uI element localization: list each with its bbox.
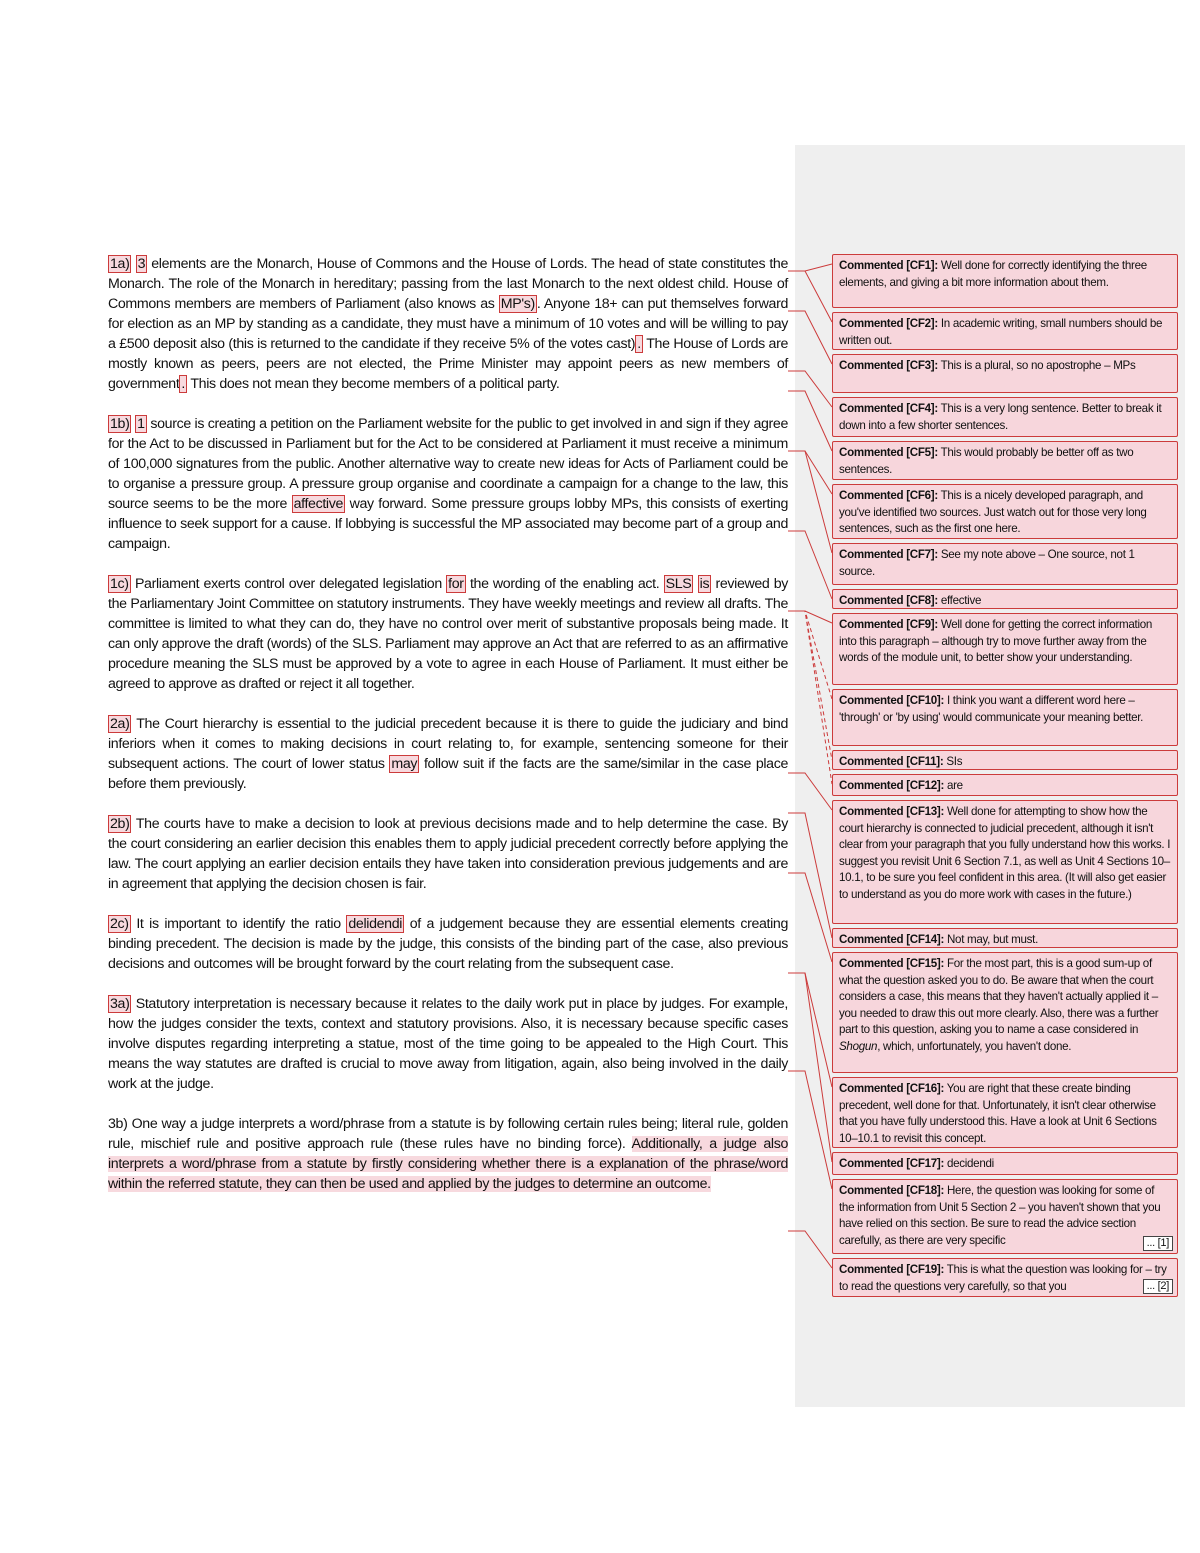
comment-label: Commented [CF2]: (839, 317, 938, 330)
comment-balloon[interactable] (832, 312, 1178, 350)
comment-anchor[interactable]: 2a) (110, 716, 130, 732)
answer-text: way forward. Some pressure groups lobby MPs, this consists of exerting influence to seek support for a cause. If lobbying is successful the MP associated may become part of a group and campaign. (108, 496, 788, 552)
comment-label: Commented [CF9]: (839, 618, 938, 631)
comment-label: Commented [CF8]: (839, 594, 938, 607)
comment-anchor[interactable]: 1a) (110, 256, 130, 272)
comment-balloon[interactable] (832, 543, 1178, 585)
comment-anchor[interactable]: . (181, 376, 186, 392)
answer-text: of a judgement because they are essential elements creating binding precedent. The decision is made by the judge, this consists of the binding part of the case, also previous decisions and outcomes will be brought forward by the court relating from the subsequent case. (108, 916, 789, 972)
answer-text: elements are the Monarch, House of Commons and the House of Lords. The head of state constitutes the Monarch. The role of the Monarch in hereditary; passing from the last Monarch to the next oldest child. House of Commons members are members of Parliament (also knows as (108, 256, 788, 312)
comment-anchor[interactable]: 3a) (110, 996, 130, 1012)
comment-anchor[interactable]: SLS (665, 576, 692, 592)
comment-text: Well done for attempting to show how the court hierarchy is connected to judicial precedent, although it isn't clear from your paragraph that you fully understand how this works. I suggest you revisit Unit 6 Section 7.1, as well as Unit 4 Sections 10–10.1, to be sure you feel confident in this area. (It will also get easier to understand as you do more work with cases in the future.) (839, 805, 1171, 901)
answer-text: The House of Lords are mostly known as peers, peers are not elected, the Prime Minister may appoint peers as new members of government (108, 336, 789, 392)
comment-balloon[interactable] (832, 928, 1178, 948)
comment-balloon[interactable] (832, 1179, 1178, 1254)
comment-balloon[interactable] (832, 441, 1178, 480)
comment-balloon[interactable] (832, 397, 1178, 437)
comment-text: This would probably be better off as two sentences. (839, 446, 1134, 476)
comment-anchor[interactable]: . (637, 336, 641, 352)
answer-text: Statutory interpretation is necessary because it relates to the daily work put in place by judges. For example, how the judges consider the texts, context and statutory provisions. Also, it is necessary because specific cases involve disputes regarding interpreting a statue, most of the time going to be appealed to the High Court. This means the way statutes are drafted is crucial to move away from litigation, again, also being involved in the daily work at the judge. (108, 996, 788, 1092)
answer-text: The courts have to make a decision to look at previous decisions made and to help determine the case. By the court considering an earlier decision this enables them to apply judicial precedent correctly before applying the law. The court applying an earlier decision entails they have taken into consideration previous judgements and are in agreement that applying the decision chosen is fair. (108, 816, 788, 892)
answer-text: reviewed by the Parliamentary Joint Committee on statutory instruments. They have weekly meetings and review all drafts. The committee is limited to what they can do, they have no control over merit of substantive proposals being made. It can only approve the draft (words) of the SLS. Parliament may approve an Act that are referred to as an affirmative procedure meaning the SLS must be approved by a vote to agree in each House of Parliament. It must either be agreed to approve as drafted or reject it all together. (108, 576, 789, 692)
comment-text: For the most part, this is a good sum-up of what the question asked you to do. Be aware that when the court considers a case, this means that they haven't actually applied it – you needed to draw this out more clearly. Also, there was a further part to this question, asking you to name a case considered in (839, 957, 1159, 1036)
comment-text: SIs (943, 755, 963, 768)
comment-text: , which, unfortunately, you haven't done. (877, 1039, 1072, 1053)
comment-more-button[interactable]: ... [2] (1143, 1279, 1173, 1294)
comment-text: are (944, 779, 963, 792)
comment-balloon[interactable] (832, 354, 1178, 393)
answer-text: source is creating a petition on the Parliament website for the public to get involved in and sign if they agree for the Act to be discussed in Parliament but for the Act to be considered at Parliament it must receive a minimum of 100,000 signatures from the public. Another alternative way to create new ideas for Acts of Parliament could be to organise a pressure group. A pressure group organise and coordinate a campaign for a change to the law, this source seems to be the more (108, 416, 789, 512)
comment-more-button[interactable]: ... [1] (1143, 1236, 1173, 1251)
answer-text: . Anyone 18+ can put themselves forward for election as an MP by standing as a candidate, they must have a minimum of 10 votes and will be willing to pay a £500 deposit also (this is returned to the candidate if they receive 5% of the votes cast) (108, 296, 788, 352)
comment-text: In academic writing, small numbers should be written out. (839, 317, 1163, 347)
comment-anchor[interactable]: for (448, 576, 464, 592)
comment-label: Commented [CF7]: (839, 548, 938, 561)
comment-label: Commented [CF5]: (839, 446, 938, 459)
comment-label: Commented [CF18]: (839, 1184, 945, 1197)
comment-anchor[interactable]: 1 (137, 416, 145, 432)
comment-text: This is a plural, so no apostrophe – MPs (937, 359, 1136, 372)
comment-balloon[interactable] (832, 613, 1178, 685)
comment-balloon[interactable] (832, 689, 1178, 746)
comment-label: Commented [CF12]: (839, 779, 945, 792)
answer-paragraph-1a (108, 254, 788, 394)
answer-paragraph-3a (108, 994, 788, 1094)
comment-balloon[interactable] (832, 750, 1178, 770)
comment-text: This is a nicely developed paragraph, and you've identified two sources. Just watch out for those very long sentences, such as the first one here. (839, 489, 1147, 535)
comment-anchor[interactable]: 1b) (110, 416, 130, 432)
comment-anchor[interactable]: 2c) (110, 916, 129, 932)
comment-label: Commented [CF4]: (839, 402, 938, 415)
comment-balloon[interactable] (832, 1258, 1178, 1297)
comment-balloon[interactable] (832, 1152, 1178, 1175)
answer-text: 3b) One way a judge interprets a word/phrase from a statute is by following certain rules being; literal rule, golden rule, mischief rule and positive approach rule (these rules have no binding force). (108, 1116, 788, 1152)
answer-paragraph-2b (108, 814, 788, 894)
answer-text: It is important to identify the ratio (130, 916, 347, 932)
comment-anchor[interactable]: 2b) (110, 816, 130, 832)
answer-text (131, 256, 135, 272)
comment-text: effective (937, 594, 982, 607)
comment-text: Not may, but must. (944, 933, 1038, 946)
comment-balloon[interactable] (832, 484, 1178, 539)
comment-text: Well done for correctly identifying the three elements, and giving a bit more information about them. (839, 259, 1147, 289)
comment-anchor[interactable]: 1c) (110, 576, 129, 592)
comment-balloon[interactable] (832, 589, 1178, 609)
comment-text: See my note above – One source, not 1 source. (839, 548, 1135, 578)
comment-label: Commented [CF15]: (839, 957, 945, 970)
comment-text: decidendi (944, 1157, 994, 1170)
comment-balloon[interactable] (832, 254, 1178, 308)
comment-anchor[interactable]: may (391, 756, 418, 772)
comment-anchor[interactable]: MP's) (500, 296, 535, 312)
comment-label: Commented [CF1]: (839, 259, 938, 272)
comment-text: Here, the question was looking for some of the information from Unit 5 Section 2 – you haven't shown that you have relied on this section. Be sure to read the advice section carefully, as there are very specific (839, 1184, 1161, 1247)
comment-balloon[interactable] (832, 774, 1178, 796)
comment-label: Commented [CF6]: (839, 489, 938, 502)
answer-text: The Court hierarchy is essential to the judicial precedent because it is there to guide the judiciary and bind inferiors when it comes to making decisions in court relating to, for example, sentencing someone for their subsequent actions. The court of lower status (108, 716, 788, 772)
comment-balloon[interactable] (832, 800, 1178, 924)
comment-text: You are right that these create binding precedent, well done for that. Unfortunately, it isn't clear otherwise that you have fully understood this. Have a look at Unit 6 Sections 10–10.1 to revisit this concept. (839, 1082, 1157, 1145)
comment-label: Commented [CF3]: (839, 359, 938, 372)
document-body (108, 254, 788, 1214)
comment-anchor-range[interactable]: Additionally, a judge also interprets a word/phrase from a statute by firstly considering whether there is a explanation of the phrase/word within the referred statute, they can then be used and applied by the judges to determine an outcome. (108, 1136, 788, 1192)
comment-label: Commented [CF17]: (839, 1157, 945, 1170)
comment-label: Commented [CF11]: (839, 755, 944, 768)
comment-text: Well done for getting the correct information into this paragraph – although try to move further away from the words of the module unit, to better show your understanding. (839, 618, 1153, 664)
comment-anchor[interactable]: affective (293, 496, 344, 512)
answer-paragraph-2a (108, 714, 788, 794)
comment-label: Commented [CF16]: (839, 1082, 945, 1095)
answer-paragraph-1c (108, 574, 788, 694)
answer-text: Parliament exerts control over delegated legislation (130, 576, 447, 592)
comment-text: I think you want a different word here – 'through' or 'by using' would communicate your meaning better. (839, 694, 1144, 724)
comment-anchor[interactable]: is (699, 576, 710, 592)
answer-text: the wording of the enabling act. (465, 576, 664, 592)
comment-label: Commented [CF19]: (839, 1263, 945, 1276)
comment-anchor[interactable]: 3 (137, 256, 146, 272)
answer-paragraph-1b (108, 414, 788, 554)
answer-text: This does not mean they become members of a political party. (187, 376, 560, 392)
comment-balloon[interactable] (832, 1077, 1178, 1148)
comment-anchor[interactable]: delidendi (348, 916, 403, 932)
comment-case-name: Shogun (839, 1039, 878, 1053)
comment-balloon[interactable] (832, 952, 1178, 1073)
comment-label: Commented [CF10]: (839, 694, 945, 707)
comment-label: Commented [CF14]: (839, 933, 945, 946)
comment-text: This is what the question was looking for – try to read the questions very carefully, so that you (839, 1263, 1167, 1293)
comment-text: This is a very long sentence. Better to break it down into a few shorter sentences. (839, 402, 1162, 432)
comment-label: Commented [CF13]: (839, 805, 945, 818)
answer-paragraph-2c (108, 914, 788, 974)
answer-text: follow suit if the facts are the same/similar in the case place before them previously. (108, 756, 788, 792)
answer-paragraph-3b (108, 1114, 788, 1194)
